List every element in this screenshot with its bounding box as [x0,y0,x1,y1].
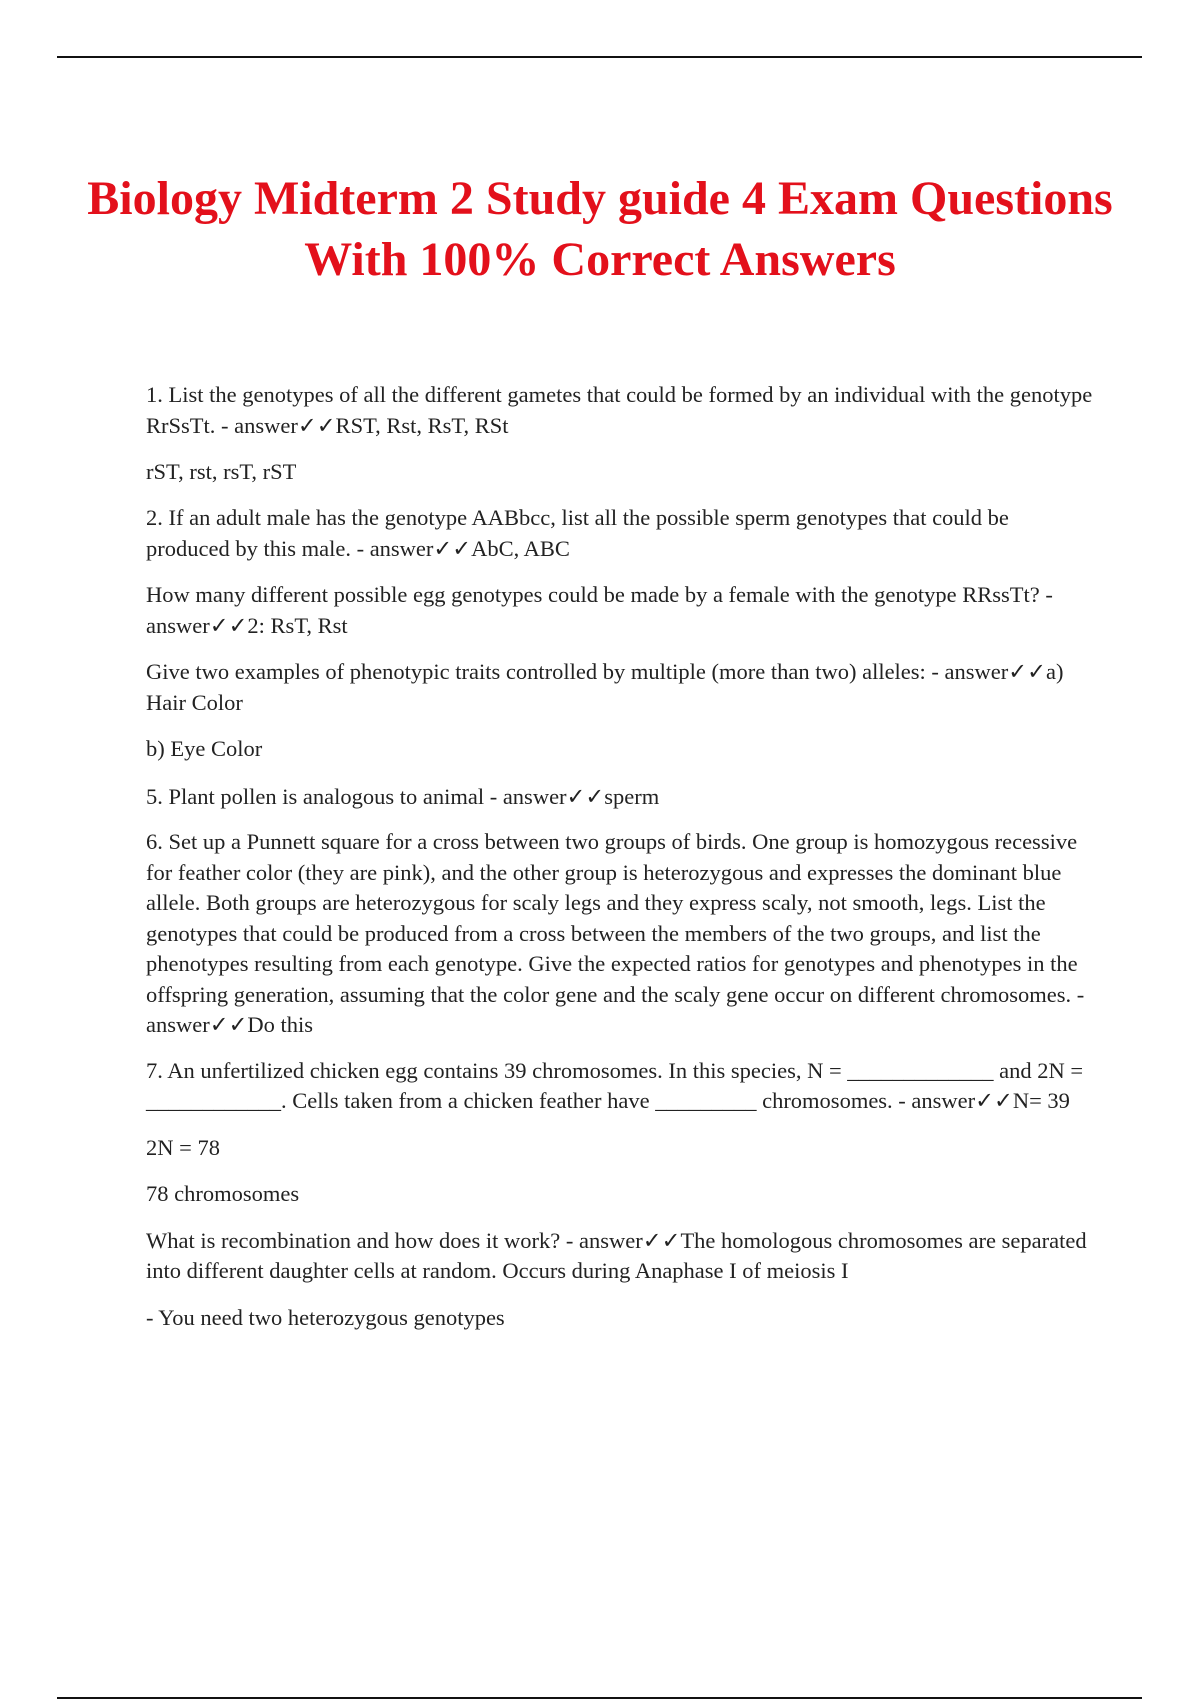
answer-1-continued: rST, rst, rsT, rST [146,459,297,484]
question-6: 6. Set up a Punnett square for a cross between two groups of birds. One group is homozygous recessive for feather color (they are pink), and the other group is heterozygous and expresses the dominant blue allele. Both groups are heterozygous for scaly legs and they express scaly, not smooth, legs. List the genotypes that could be produced from a cross between the members of the two groups, and list the phenotypes resulting from each genotype. Give the expected ratios for genotypes and phenotypes in the offspring generation, assuming that the color gene and the scaly gene occur on different chromosomes. - answer✓✓Do this [146,829,1085,1037]
question-3: How many different possible egg genotypes could be made by a female with the genotype RRssTt? - answer✓✓2: RsT, Rst [146,582,1053,638]
document-body [146,379,1096,1348]
question-8: What is recombination and how does it work? - answer✓✓The homologous chromosomes are separated into different daughter cells at random. Occurs during Anaphase I of meiosis I [146,1227,1087,1283]
answer-4-continued: b) Eye Color [146,736,263,761]
question-5: 5. Plant pollen is analogous to animal - answer✓✓sperm [146,784,660,809]
bottom-rule [57,1697,1142,1699]
answer-7-chromosomes: 78 chromosomes [146,1180,300,1206]
question-4: Give two examples of phenotypic traits controlled by multiple (more than two) alleles: - answer✓✓a) Hair Color [146,659,1064,715]
question-7: 7. An unfertilized chicken egg contains 39 chromosomes. In this species, N = _____________ and 2N = ____________. Cells taken from a chicken feather have _________ chromosomes. - answer✓✓N= 39 [146,1057,1084,1113]
answer-8-continued: - You need two heterozygous genotypes [146,1304,505,1330]
question-2: 2. If an adult male has the genotype AABbcc, list all the possible sperm genotypes that could be produced by this male. - answer✓✓AbC, ABC [146,505,1009,561]
answer-7-continued: 2N = 78 [146,1134,220,1160]
top-rule [57,56,1142,58]
question-1: 1. List the genotypes of all the different gametes that could be formed by an individual with the genotype RrSsTt. - answer✓✓RST, Rst, RsT, RSt [146,382,1093,438]
document-title: Biology Midterm 2 Study guide 4 Exam Questions With 100% Correct Answers [87,172,1113,286]
